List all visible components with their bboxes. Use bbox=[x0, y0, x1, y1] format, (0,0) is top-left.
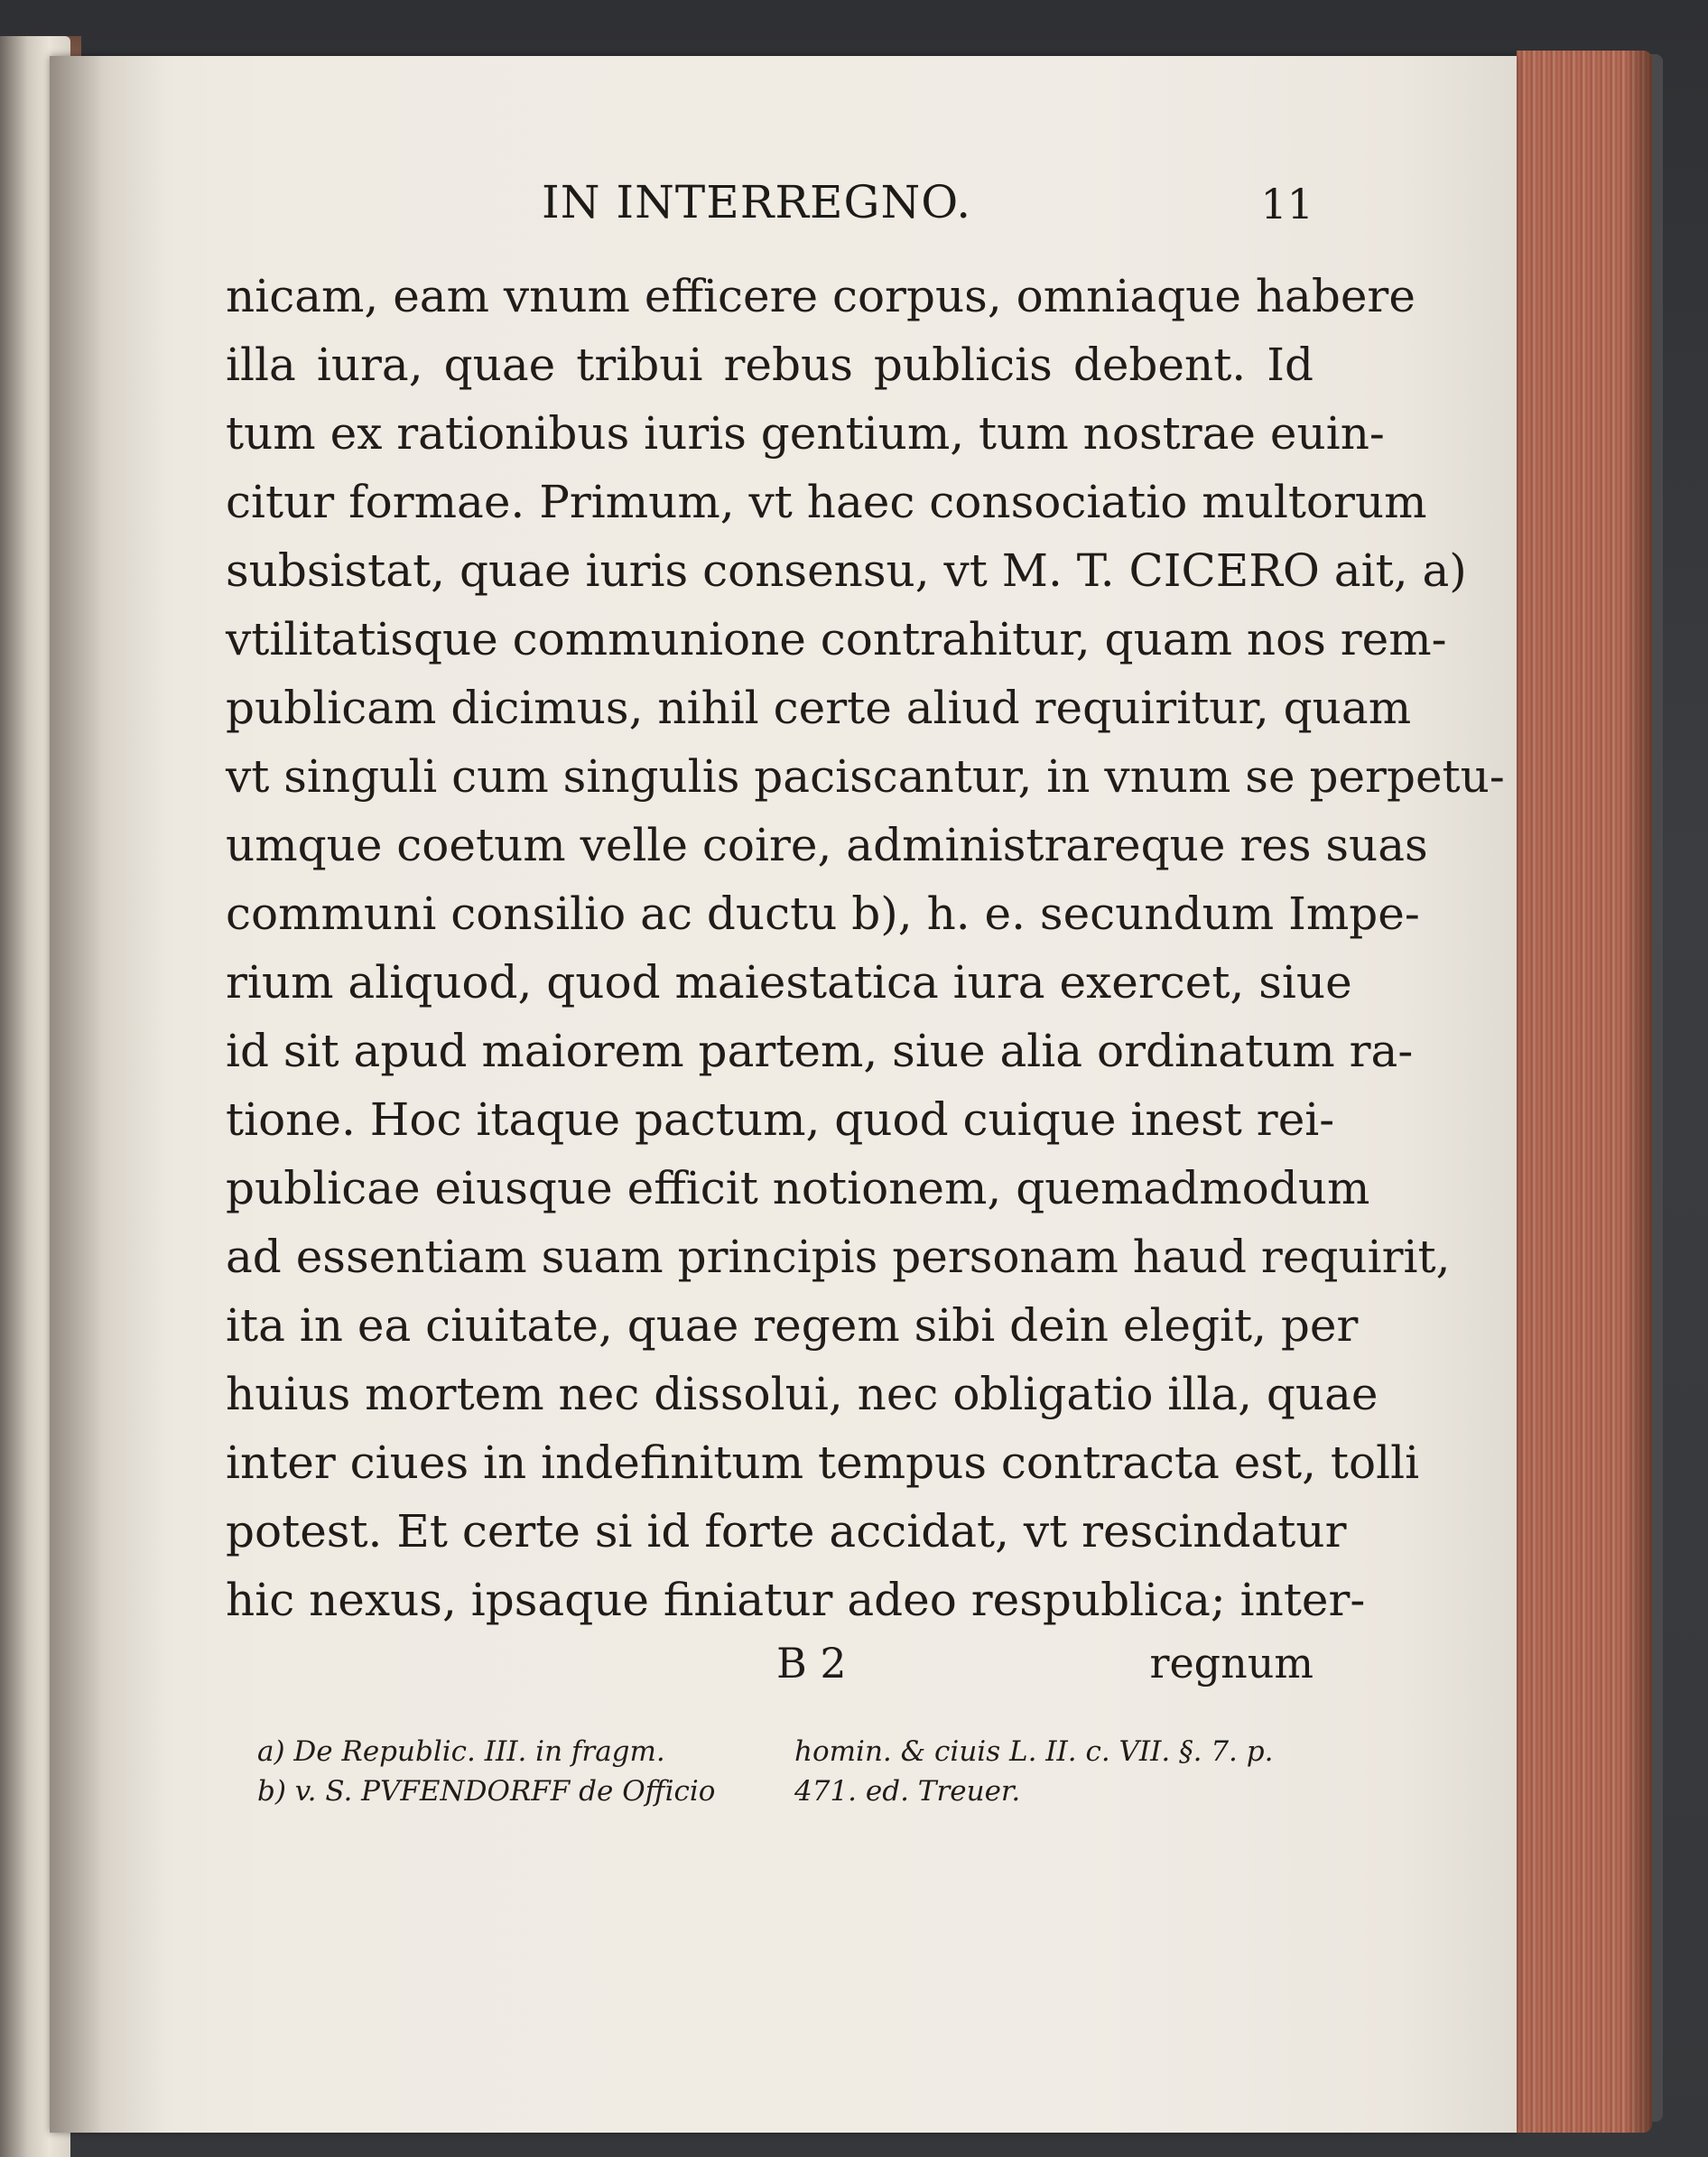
page-header bbox=[226, 176, 1313, 239]
text-line: ita in ea ciuitate, quae regem sibi dein elegit, per bbox=[226, 1299, 1359, 1352]
text-line: potest. Et certe si id forte accidat, vt rescindatur bbox=[226, 1505, 1347, 1557]
text-line: communi consilio ac ductu b), h. e. secundum Impe- bbox=[226, 888, 1420, 940]
text-line: rium aliquod, quod maiestatica iura exercet, siue bbox=[226, 956, 1352, 1009]
page-number: 11 bbox=[1260, 180, 1313, 228]
text-line: citur formae. Primum, vt haec consociatio multorum bbox=[226, 476, 1427, 528]
text-line: id sit apud maiorem partem, siue alia ordinatum ra- bbox=[226, 1025, 1414, 1077]
text-line: vtilitatisque communione contrahitur, quam nos rem- bbox=[226, 613, 1447, 665]
gutter-shadow bbox=[50, 56, 167, 2133]
footnote-line: homin. & ciuis L. II. c. VII. §. 7. p. bbox=[794, 1735, 1274, 1768]
text-line: hic nexus, ipsaque finiatur adeo respublica; inter- bbox=[226, 1574, 1366, 1626]
page-block-fore-edge bbox=[1517, 51, 1652, 2133]
footnotes-left-column bbox=[257, 1732, 763, 1811]
signature-mark: B 2 bbox=[776, 1639, 847, 1687]
text-line: vt singuli cum singulis paciscantur, in vnum se perpetu- bbox=[226, 750, 1505, 803]
text-line: huius mortem nec dissolui, nec obligatio illa, quae bbox=[226, 1368, 1378, 1420]
running-title: IN INTERREGNO. bbox=[542, 176, 972, 228]
text-line: tione. Hoc itaque pactum, quod cuique inest rei- bbox=[226, 1093, 1335, 1146]
footnotes-right-column bbox=[794, 1732, 1318, 1811]
footnote-line: a) De Republic. III. in fragm. bbox=[257, 1735, 665, 1768]
text-line: subsistat, quae iuris consensu, vt M. T. CICERO ait, a) bbox=[226, 544, 1467, 597]
footnote-line: b) v. S. PVFENDORFF de Officio bbox=[257, 1775, 716, 1808]
text-line: publicam dicimus, nihil certe aliud requiritur, quam bbox=[226, 682, 1412, 734]
text-line: ad essentiam suam principis personam haud requirit, bbox=[226, 1231, 1451, 1283]
text-line: tum ex rationibus iuris gentium, tum nostrae euin- bbox=[226, 407, 1385, 460]
body-text bbox=[226, 262, 1505, 1634]
text-line: nicam, eam vnum efficere corpus, omniaque habere bbox=[226, 270, 1416, 322]
text-line: publicae eiusque efficit notionem, quemadmodum bbox=[226, 1162, 1370, 1214]
footnote-line: 471. ed. Treuer. bbox=[794, 1775, 1021, 1808]
text-line: umque coetum velle coire, administrareque res suas bbox=[226, 819, 1428, 871]
text-line: inter ciues in indefinitum tempus contracta est, tolli bbox=[226, 1436, 1420, 1489]
catchword: regnum bbox=[1149, 1639, 1313, 1687]
text-line: illa iura, quae tribui rebus publicis debent. Id bbox=[226, 339, 1313, 391]
page-footer bbox=[226, 1639, 1313, 1702]
